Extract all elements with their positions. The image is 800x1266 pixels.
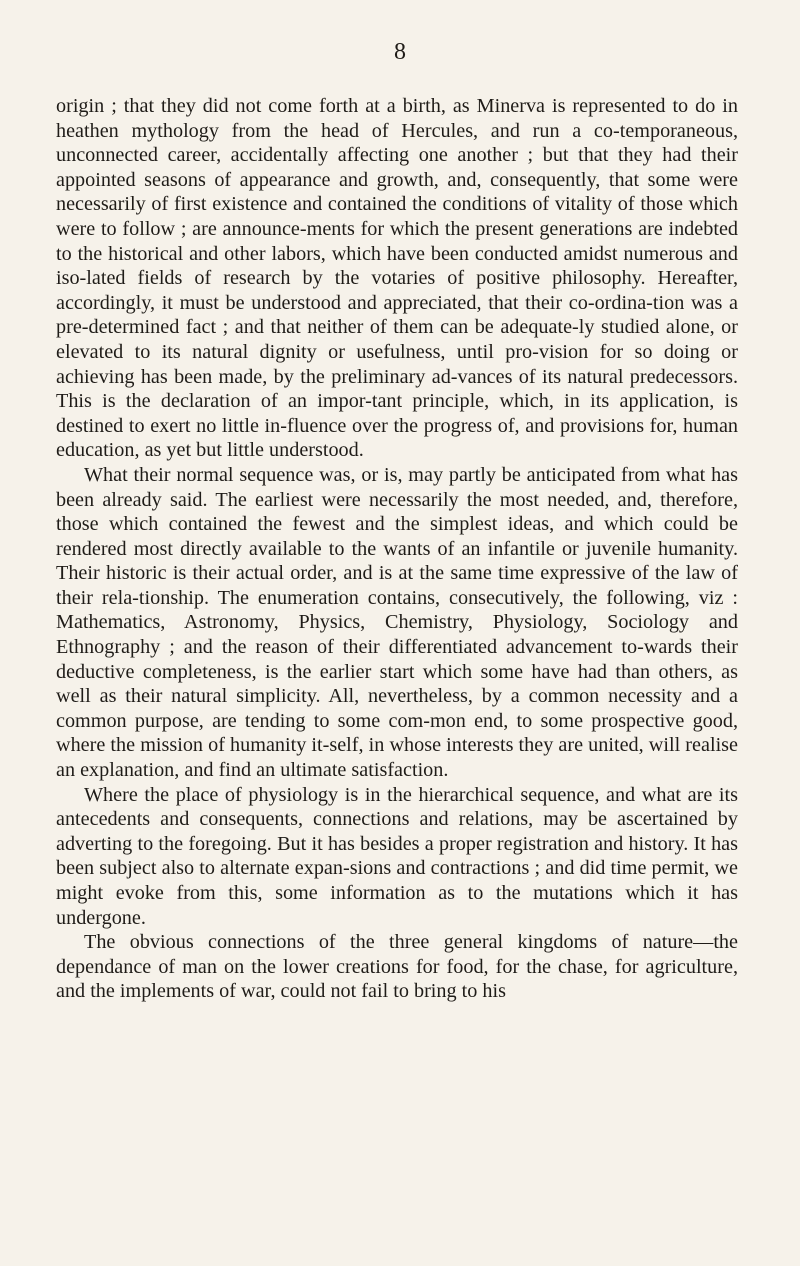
paragraph: origin ; that they did not come forth at a birth, as Minerva is represented to do in heathen mythology from the head of Hercules, and run a co-temporaneous, unconnected career, accidentally affecting one another ; but that they had their appointed seasons of appearance and growth, and, consequently, that some were necessarily of first existence and contained the conditions of vitality of those which were to follow ; are announce-ments for which the present generations are indebted to the historical and other labors, which have been conducted amidst numerous and iso-lated fields of research by the votaries of positive philosophy. Hereafter, accordingly, it must be understood and appreciated, that their co-ordina-tion was a pre-determined fact ; and that neither of them can be adequate-ly studied alone, or elevated to its natural dignity or usefulness, until pro-vision for so doing or achieving has been made, by the preliminary ad-vances of its natural predecessors. This is the declaration of an impor-tant principle, which, in its application, is destined to exert no little in-fluence over the progress of, and provisions for, human education, as yet but little understood. [56,95,738,462]
page-number: 8 [394,39,406,65]
paragraph: What their normal sequence was, or is, may partly be anticipated from what has been already said. The earliest were necessarily the most needed, and, therefore, those which contained the fewest and the simplest ideas, and which could be rendered most directly available to the wants of an infantile or juvenile humanity. Their historic is their actual order, and is at the same time expressive of the law of their rela-tionship. The enumeration contains, consecutively, the following, viz : Mathematics, Astronomy, Physics, Chemistry, Physiology, Sociology and Ethnography ; and the reason of their differentiated advancement to-wards their deductive completeness, is the earlier start which some have had than others, as well as their natural simplicity. All, nevertheless, by a common necessity and a common purpose, are tending to some com-mon end, to some prospective good, where the mission of humanity it-self, in whose interests they are united, will realise an explanation, and find an ultimate satisfaction. [56,463,738,782]
paragraph: Where the place of physiology is in the hierarchical sequence, and what are its antecedents and consequents, connections and relations, may be ascertained by adverting to the foregoing. But it has besides a proper registration and history. It has been subject also to alternate expan-sions and contractions ; and did time permit, we might evoke from this, some information as to the mutations which it has undergone. [56,783,738,929]
body-text [56,94,738,1004]
paragraph: The obvious connections of the three general kingdoms of nature—the dependance of man on the lower creations for food, for the chase, for agriculture, and the implements of war, could not fail to bring to his [56,931,738,1003]
